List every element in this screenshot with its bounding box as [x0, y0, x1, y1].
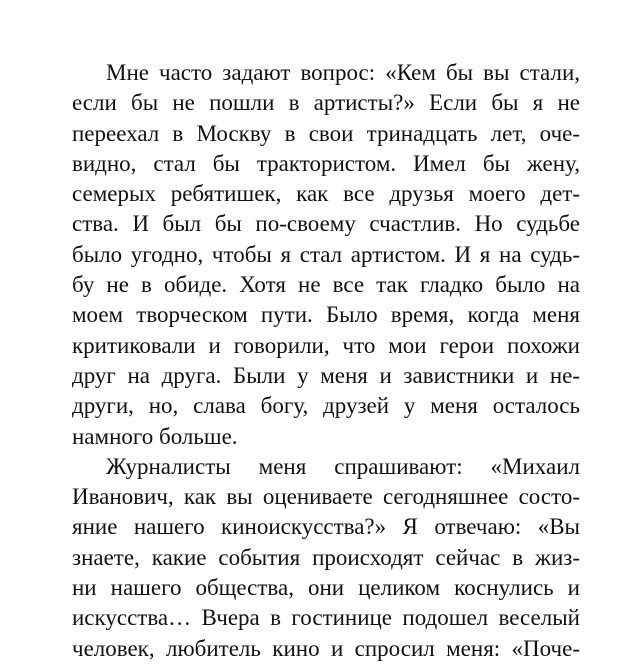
text-line: семерых ребятишек, как все друзья моего дет- — [72, 181, 580, 207]
text-line: если бы не пошли в артисты?» Если бы я не — [72, 90, 580, 116]
text-line: ни нашего общества, они целиком коснулись и — [72, 575, 580, 601]
text-line: видно, стал бы трактористом. Имел бы жену, — [72, 150, 580, 176]
text-line: переехал в Москву в свои тринадцать лет, оче- — [72, 120, 580, 146]
text-line: искусства… Вчера в гостинице подошел веселый — [72, 605, 580, 631]
text-line: Иванович, как вы оцениваете сегодняшнее состо- — [72, 484, 580, 510]
paragraph-2 — [72, 452, 580, 664]
paragraph-1 — [72, 58, 580, 452]
text-line: критиковали и говорили, что мои герои похожи — [72, 332, 580, 358]
text-line: намного больше. — [72, 423, 238, 449]
text-line: знаете, какие события происходят сейчас в жиз- — [72, 544, 580, 570]
text-line: человек, любитель кино и спросил меня: «Поче- — [72, 635, 580, 661]
text-line: ства. И был бы по-своему счастлив. Но судьбе — [72, 211, 580, 237]
text-line: бу не в обиде. Хотя не все так гладко было на — [72, 272, 580, 298]
text-line: Мне часто задают вопрос: «Кем бы вы стали, — [106, 60, 580, 85]
text-line: было угодно, чтобы я стал артистом. И я на судь- — [72, 241, 580, 267]
text-line: яние нашего киноискусства?» Я отвечаю: «Вы — [72, 514, 580, 540]
body-text — [72, 58, 580, 664]
text-line: друг на друга. Были у меня и завистники и не- — [72, 362, 580, 388]
text-line: моем творческом пути. Было время, когда меня — [72, 302, 580, 328]
text-line: Журналисты меня спрашивают: «Михаил — [106, 453, 580, 479]
text-line: други, но, слава богу, друзей у меня осталось — [72, 393, 580, 419]
